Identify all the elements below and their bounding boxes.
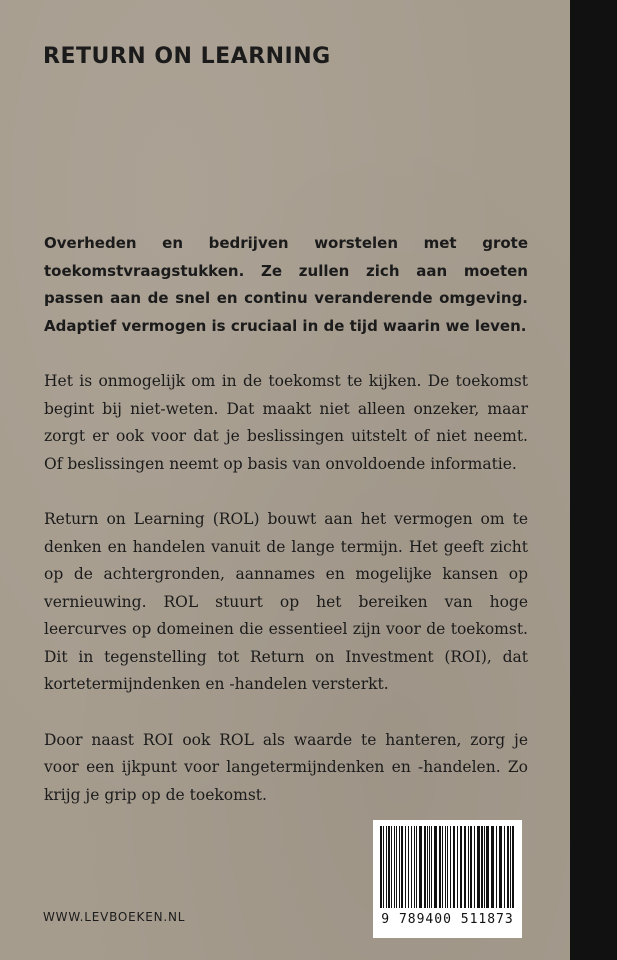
barcode-bar (414, 826, 415, 908)
barcode-bar (474, 826, 475, 908)
barcode-bar (408, 826, 409, 908)
blurb-paragraph: Return on Learning (ROL) bouwt aan het vermogen om te denken en handelen vanuit de lange termijn. Het geeft zicht op de achtergronden, aannames en mogelijke kansen op vernieuwing. ROL stuurt op het bereiken van hoge leercurves op domeinen die essentieel zijn voor de toekomst. Dit in tegenstelling tot Return on Investment (ROI), dat kortetermijndenken en -handelen versterkt. (44, 510, 528, 693)
barcode-bar (504, 826, 505, 908)
barcode-bar (427, 826, 428, 908)
barcode-bar (394, 826, 395, 908)
barcode-bar (388, 826, 390, 908)
barcode-bar (470, 826, 472, 908)
barcode-bar (380, 826, 382, 908)
barcode-bar (445, 826, 446, 908)
barcode-bar (411, 826, 412, 908)
isbn-barcode (373, 820, 522, 938)
book-title: RETURN ON LEARNING (43, 44, 331, 69)
barcode-bar (442, 826, 443, 908)
barcode-bar (424, 826, 426, 908)
barcode-bar (386, 826, 387, 908)
barcode-bar (431, 826, 432, 908)
blurb-paragraph: Door naast ROI ook ROL als waarde te hanteren, zorg je voor een ijkpunt voor langetermijndenken en -handelen. Zo krijg je grip op de toekomst. (44, 730, 528, 804)
barcode-bar (496, 826, 497, 908)
publisher-website: WWW.LEVBOEKEN.NL (43, 910, 186, 924)
barcode-bar (464, 826, 466, 908)
barcode-bar (491, 826, 494, 908)
barcode-bar (468, 826, 469, 908)
barcode-bar (419, 826, 422, 908)
blurb (44, 230, 528, 837)
barcode-bar (450, 826, 451, 908)
barcode-bar (507, 826, 509, 908)
barcode-bar (481, 826, 483, 908)
barcode-bar (429, 826, 430, 908)
barcode-bar (484, 826, 485, 908)
barcode-bar (405, 826, 406, 908)
isbn-number: 9 789400 511873 (381, 912, 514, 927)
barcode-icon (379, 826, 516, 908)
barcode-bar (416, 826, 417, 908)
barcode-bar (391, 826, 392, 908)
barcode-bar (401, 826, 403, 908)
barcode-bar (383, 826, 384, 908)
barcode-bar (499, 826, 502, 908)
barcode-bar (512, 826, 514, 908)
barcode-bar (399, 826, 400, 908)
barcode-bar (439, 826, 441, 908)
barcode-bar (477, 826, 480, 908)
book-spine-edge (570, 0, 617, 960)
barcode-bar (510, 826, 511, 908)
blurb-paragraph-lead: Overheden en bedrijven worstelen met grote toekomstvraagstukken. Ze zullen zich aan moeten passen aan de snel en continu veranderende omgeving. Adaptief vermogen is cruciaal in de tijd waarin we leven. (44, 234, 528, 335)
barcode-bar (486, 826, 489, 908)
barcode-bar (434, 826, 437, 908)
barcode-bar (457, 826, 458, 908)
barcode-bar (447, 826, 448, 908)
barcode-bar (453, 826, 455, 908)
blurb-paragraph: Het is onmogelijk om in de toekomst te kijken. De toekomst begint bij niet-weten. Dat maakt niet alleen onzeker, maar zorgt er ook voor dat je beslissingen uitstelt of niet neemt. Of beslissingen neemt op basis van onvoldoende informatie. (44, 372, 528, 473)
barcode-bar (460, 826, 462, 908)
barcode-bar (396, 826, 397, 908)
